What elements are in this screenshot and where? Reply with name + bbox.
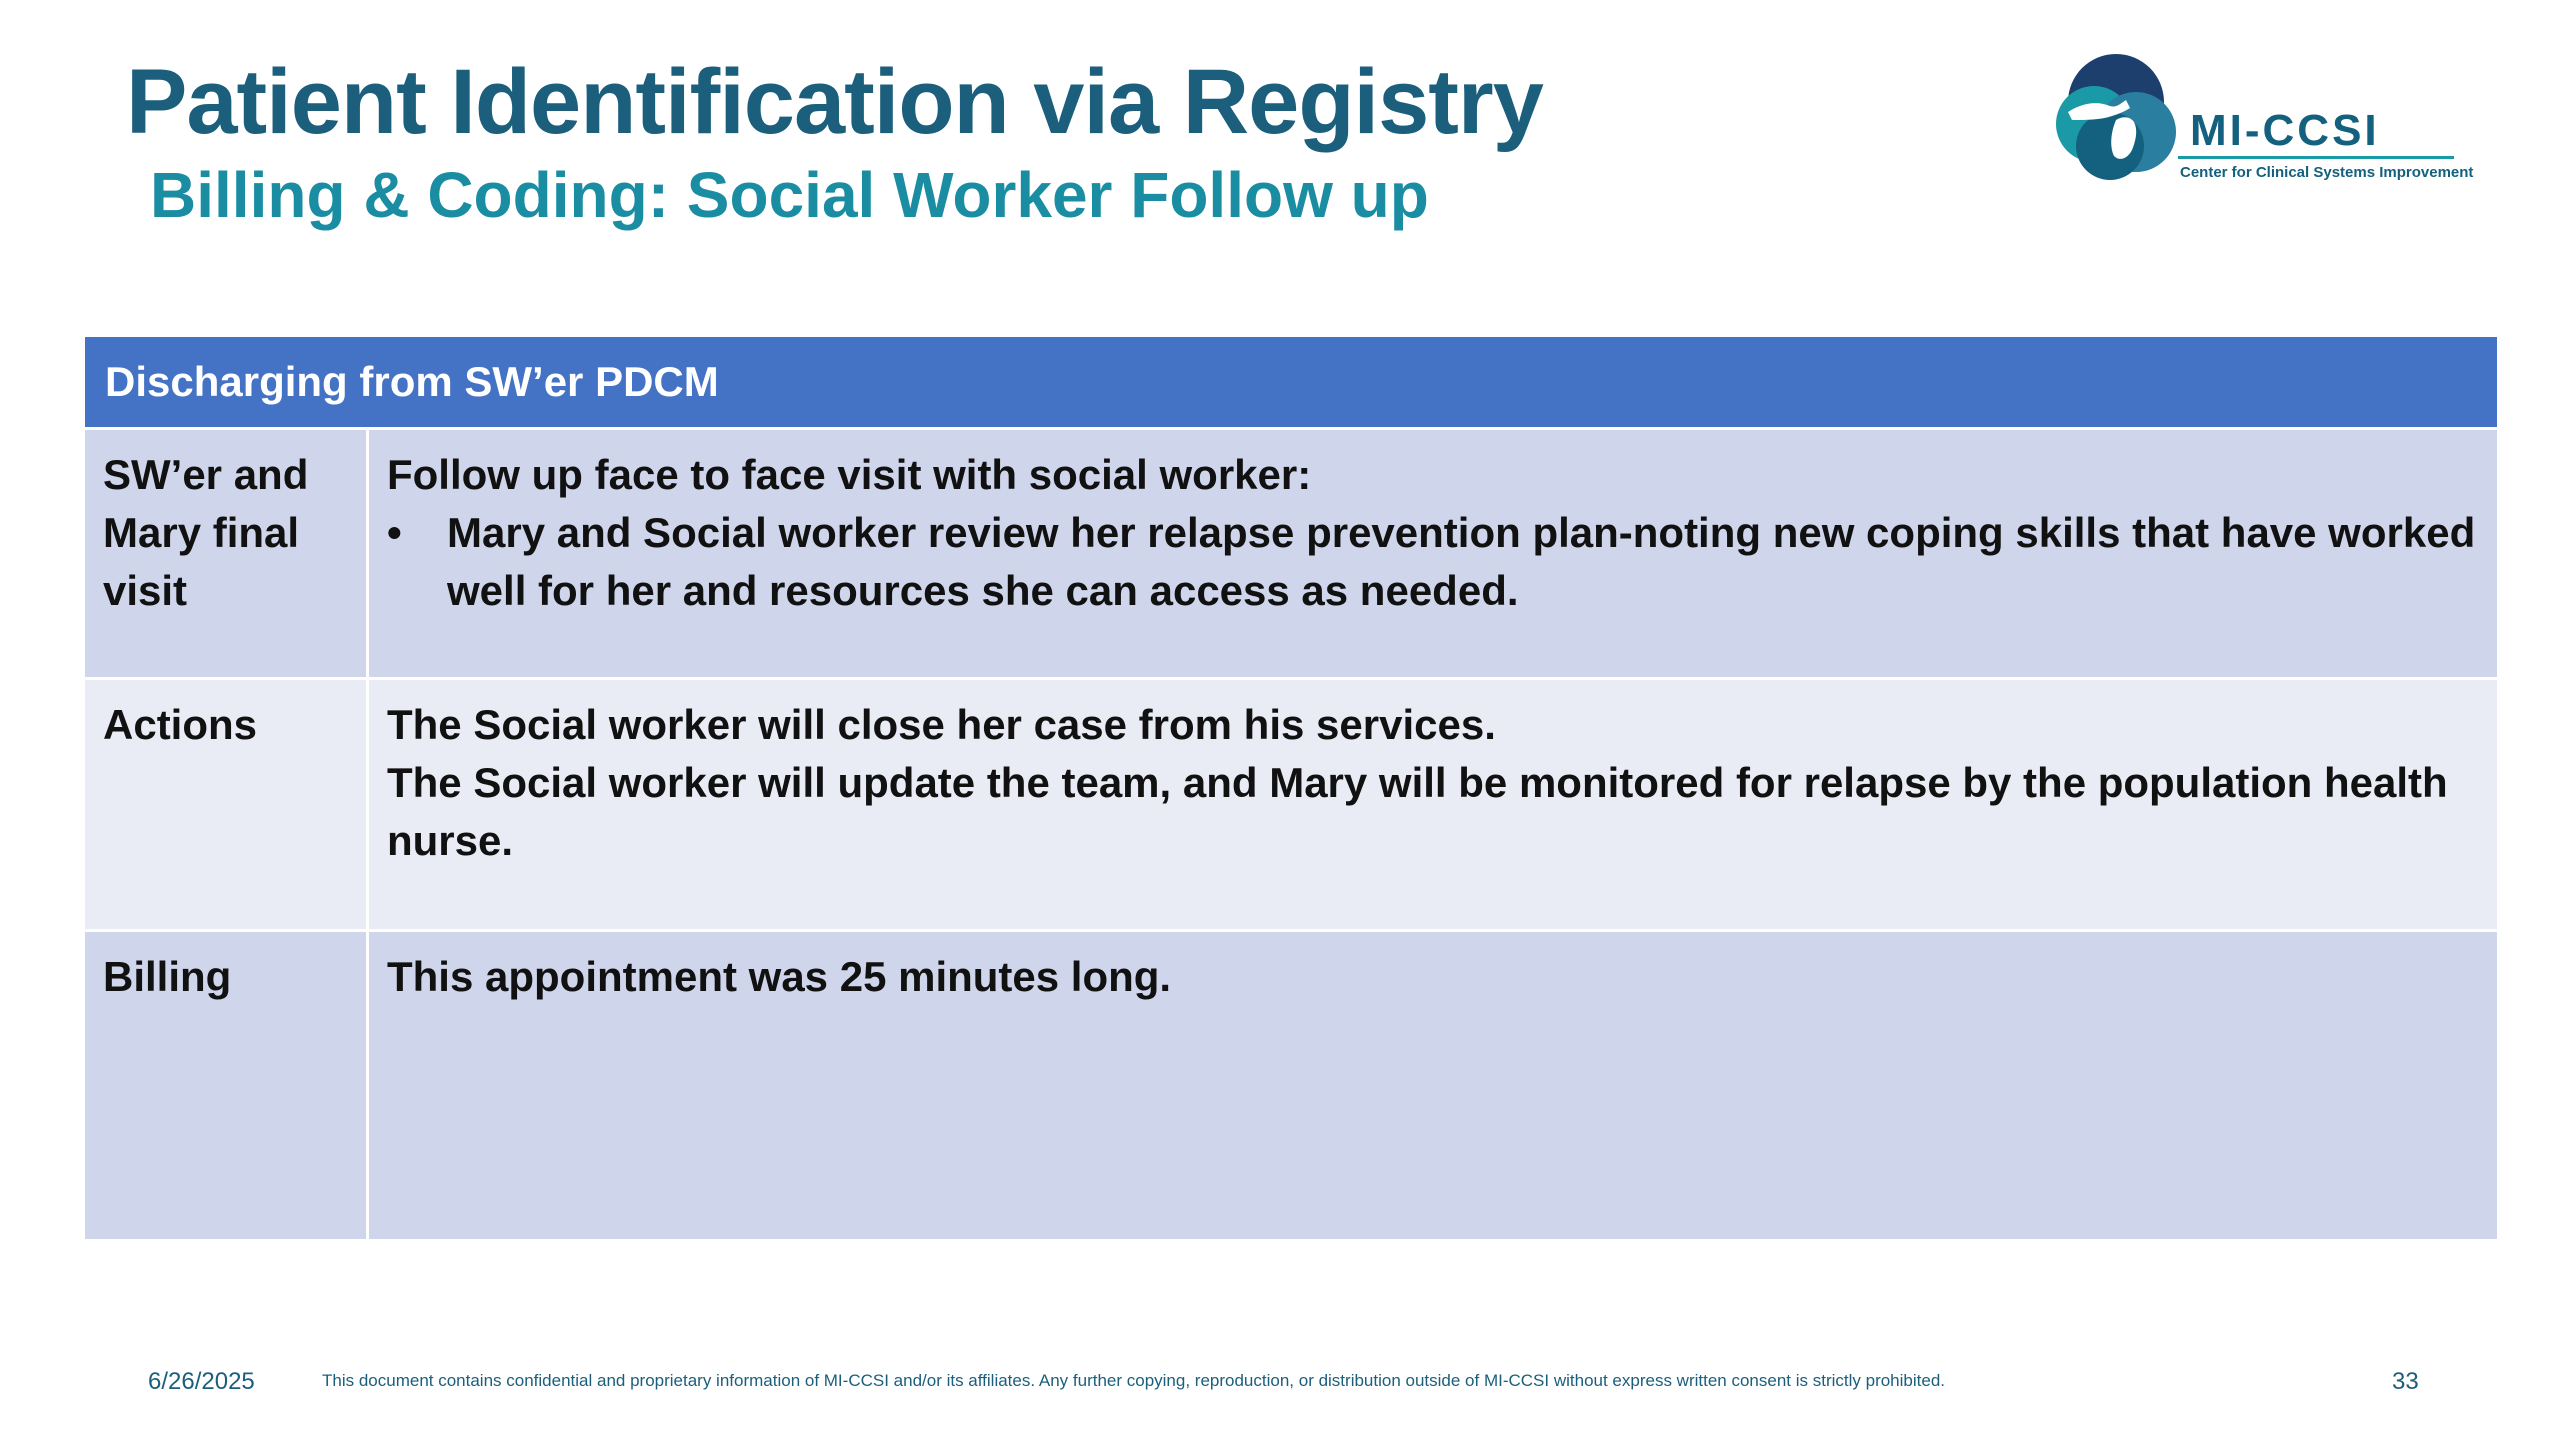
row-text: This appointment was 25 minutes long.: [387, 953, 1172, 1000]
page-number: 33: [2392, 1368, 2419, 1395]
row-label: Actions: [84, 679, 368, 931]
table-row: [84, 679, 2499, 931]
mi-ccsi-logo: [2040, 50, 2474, 200]
bullet-item: • Mary and Social worker review her relapse prevention plan-noting new coping skills that have worked well for her and resources she can access as needed.: [447, 504, 2479, 620]
confidentiality-notice: This document contains confidential and proprietary information of MI-CCSI and/or its affiliates. Any further copying, reproduction, or distribution outside of MI-CCSI without express written consent is strictly prohibited.: [322, 1371, 1946, 1390]
row-content: [368, 679, 2499, 931]
row-text: The Social worker will close her case from his services.: [387, 701, 1496, 748]
michigan-globe-icon: [2050, 50, 2200, 190]
slide-title: Patient Identification via Registry: [126, 51, 1543, 153]
row-content: [368, 931, 2499, 1241]
row-text: The Social worker will update the team, and Mary will be monitored for relapse by the population health nurse.: [387, 759, 2448, 864]
logo-tagline: Center for Clinical Systems Improvement: [2180, 164, 2474, 181]
bullet-list: [387, 504, 2479, 620]
row-content: [368, 429, 2499, 679]
row-label: SW’er and Mary final visit: [84, 429, 368, 679]
discharge-table: [82, 334, 2500, 1242]
logo-divider: [2178, 156, 2454, 159]
slide-subtitle: Billing & Coding: Social Worker Follow up: [150, 159, 1429, 231]
row-text: Follow up face to face visit with social worker:: [387, 451, 1312, 498]
row-label: Billing: [84, 931, 368, 1241]
table-row: [84, 931, 2499, 1241]
footer-date: 6/26/2025: [148, 1368, 255, 1395]
table-header: Discharging from SW’er PDCM: [84, 336, 2499, 429]
logo-name: MI-CCSI: [2190, 106, 2380, 155]
table-row: [84, 429, 2499, 679]
